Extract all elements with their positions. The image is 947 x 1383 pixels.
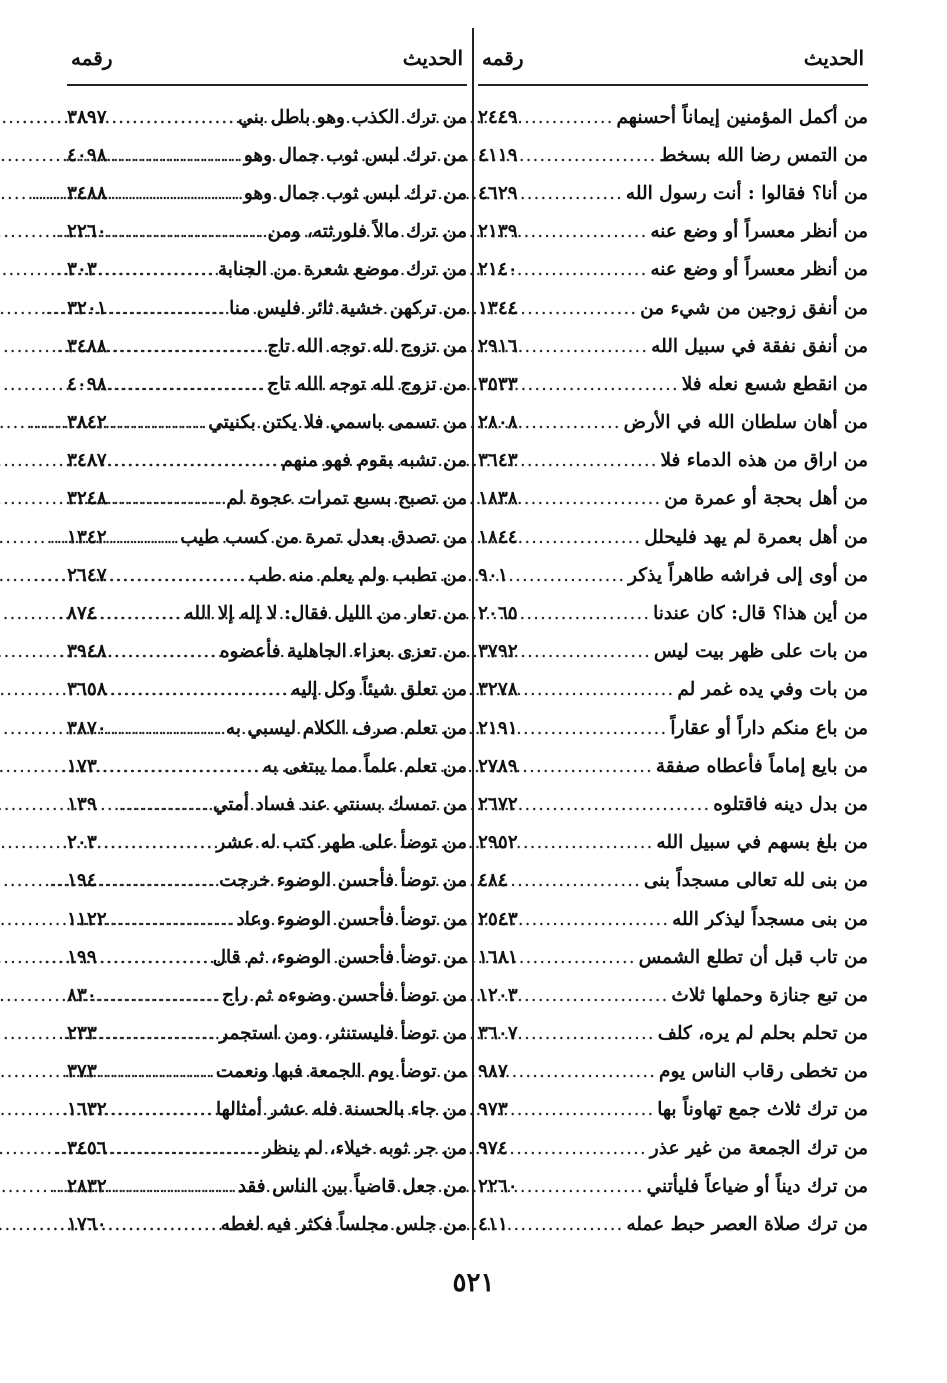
number-header: رقمه [71, 46, 113, 70]
hadith-text: من تحلم بحلم لم يره، كلف [657, 1023, 868, 1045]
leader-dots [511, 1061, 656, 1082]
leader-dots [110, 336, 265, 357]
hadith-number: ٣٨٤٢ [67, 412, 107, 434]
hadith-text: من أنفق زوجين من شيء من [640, 297, 868, 319]
hadith-number: ٢٨٠٨ [478, 412, 518, 434]
hadith-text: من ترك الكذب وهو باطل بني [238, 106, 467, 128]
leader-dots [511, 870, 641, 891]
hadith-text: من جلس مجلساً فكثر فيه لغطه [220, 1214, 467, 1236]
index-entry [67, 747, 467, 785]
hadith-number: ٣٢٠١ [67, 297, 107, 319]
leader-dots [521, 832, 654, 853]
hadith-text: من بلغ بسهم في سبيل الله [656, 832, 868, 854]
leader-dots [511, 1099, 654, 1120]
hadith-number: ٢٤٤٩ [478, 106, 518, 128]
index-entry [478, 1167, 868, 1205]
hadith-number: ٨٧٤ [67, 603, 97, 625]
leader-dots [521, 183, 623, 204]
index-entry [478, 213, 868, 251]
leader-dots [110, 527, 177, 548]
hadith-number: ٣٨٧٠ [67, 717, 107, 739]
hadith-number: ٣٤٨٨ [67, 182, 107, 204]
hadith-text: من بنى مسجداً ليذكر الله [672, 908, 868, 930]
hadith-text: من أهل بحجة أو عمرة من [664, 488, 868, 510]
leader-dots [521, 909, 669, 930]
hadith-number: ٣٧٣ [67, 1061, 97, 1083]
hadith-text: من تزوج لله توجه الله تاج [267, 335, 467, 357]
hadith-text: من التمس رضا الله بسخط [659, 144, 868, 166]
leader-dots [100, 259, 215, 280]
index-entry [67, 442, 467, 480]
hadith-text: من تطبب ولم يعلم منه طب [249, 564, 467, 586]
left-entries [67, 98, 467, 1244]
hadith-text: من ترك ثلاث جمع تهاوناً بها [657, 1099, 868, 1121]
hadith-number: ٢٩١٦ [478, 335, 518, 357]
hadith-text: من تسمى باسمي فلا يكتن بكنيتي [208, 412, 467, 434]
index-entry [478, 976, 868, 1014]
hadith-number: ٢٧٨٩ [478, 755, 518, 777]
index-entry [478, 365, 868, 403]
index-entry [478, 442, 868, 480]
leader-dots [100, 870, 216, 891]
hadith-text: من توضأ فأحسن الوضوء خرجت [219, 870, 467, 892]
leader-dots [521, 298, 637, 319]
hadith-text: من تصبح بسبع تمرات عجوة لم [226, 488, 467, 510]
hadith-number: ٩٨٧ [478, 1061, 508, 1083]
index-entry [67, 785, 467, 823]
leader-dots [110, 718, 223, 739]
index-entry [478, 1091, 868, 1129]
index-entry [67, 98, 467, 136]
leader-dots [110, 374, 265, 395]
hadith-text: من أوى إلى فراشه طاهراً يذكر [628, 564, 868, 586]
leader-dots [521, 488, 661, 509]
hadith-number: ٤٦٢٩ [478, 182, 518, 204]
hadith-text: من بات وفي يده غمر لم [677, 679, 868, 701]
leader-dots [521, 259, 648, 280]
hadith-text: من جر ثوبه خيلاء، لم ينظر [262, 1137, 467, 1159]
index-entry [478, 747, 868, 785]
index-entry [67, 556, 467, 594]
hadith-text: من جاء بالحسنة فله عشر أمثالها [215, 1099, 467, 1121]
leader-dots [110, 1214, 218, 1235]
hadith-number: ٣٠٣ [67, 259, 97, 281]
index-entry [67, 1129, 467, 1167]
hadith-header: الحديث [803, 46, 864, 70]
index-entry [478, 785, 868, 823]
hadith-number: ١٦٨١ [478, 946, 518, 968]
hadith-number: ٣٤٨٨ [67, 335, 107, 357]
hadith-number: ٢٦٤٧ [67, 564, 107, 586]
right-column [478, 32, 868, 1244]
hadith-text: من بنى لله تعالى مسجداً بنى [643, 870, 868, 892]
index-entry [67, 976, 467, 1014]
hadith-header: الحديث [402, 46, 463, 70]
leader-dots [521, 679, 675, 700]
hadith-number: ٣٧٩٢ [478, 641, 518, 663]
hadith-text: من تعلم علماً مما يبتغى به [262, 755, 467, 777]
page-number: ٥٢١ [452, 1268, 495, 1298]
index-entry [478, 1015, 868, 1053]
index-entry [67, 1205, 467, 1243]
index-entry [67, 404, 467, 442]
right-entries [478, 98, 868, 1244]
hadith-number: ٢٢٦٠ [478, 1175, 518, 1197]
hadith-number: ٣٤٥٦ [67, 1137, 107, 1159]
hadith-number: ٤١١٩ [478, 144, 518, 166]
leader-dots [521, 603, 650, 624]
hadith-number: ٣٩٤٨ [67, 641, 107, 663]
column-divider [472, 28, 474, 1240]
hadith-text: من ترك لبس ثوب جمال وهو [243, 182, 467, 204]
hadith-number: ٣٤٨٧ [67, 450, 107, 472]
leader-dots [100, 603, 182, 624]
index-entry [67, 671, 467, 709]
leader-dots [521, 221, 648, 242]
leader-dots [110, 488, 223, 509]
index-entry [67, 174, 467, 212]
leader-dots [110, 450, 279, 471]
leader-dots [100, 794, 210, 815]
index-entry [67, 900, 467, 938]
hadith-text: من بايع إماماً فأعطاه صفقة [655, 755, 868, 777]
index-entry [478, 174, 868, 212]
hadith-number: ٣٥٣٣ [478, 373, 518, 395]
hadith-text: من اراق من هذه الدماء فلا [660, 450, 868, 472]
index-entry [478, 824, 868, 862]
leader-dots [521, 1023, 655, 1044]
hadith-number: ١٢٠٣ [478, 984, 518, 1006]
leader-dots [521, 527, 642, 548]
index-entry [67, 1167, 467, 1205]
hadith-number: ١١٢٢ [67, 908, 107, 930]
index-entry [67, 1091, 467, 1129]
hadith-number: ١٣٤٢ [67, 526, 107, 548]
leader-dots [110, 1099, 213, 1120]
hadith-text: من توضأ فأحسن وضوءه ثم راح [222, 984, 467, 1006]
hadith-text: من توضأ فأحسن الوضوء وعاد [236, 908, 467, 930]
hadith-text: من أنظر معسراً أو وضع عنه [650, 259, 868, 281]
hadith-number: ٨٣٠ [67, 984, 97, 1006]
hadith-text: من أنظر معسراً أو وضع عنه [650, 221, 868, 243]
index-entry [67, 136, 467, 174]
index-entry [478, 327, 868, 365]
hadith-text: من تزوج لله توجه الله تاج [267, 373, 467, 395]
hadith-number: ١٧٦٠ [67, 1214, 107, 1236]
hadith-number: ٢٦٧٢ [478, 793, 518, 815]
leader-dots [511, 1214, 624, 1235]
index-entry [478, 251, 868, 289]
hadith-number: ١٩٤ [67, 870, 97, 892]
leader-dots [511, 1138, 647, 1159]
hadith-number: ٣٨٩٧ [67, 106, 107, 128]
hadith-number: ١٣٤٤ [478, 297, 518, 319]
hadith-text: من ترك موضع شعرة من الجنابة [217, 259, 467, 281]
hadith-number: ٢٩٥٢ [478, 832, 518, 854]
hadith-text: من ترك ديناً أو ضياعاً فليأتني [646, 1175, 868, 1197]
leader-dots [110, 107, 235, 128]
leader-dots [521, 985, 669, 1006]
leader-dots [110, 145, 241, 166]
hadith-text: من توضأ يوم الجمعة فبها ونعمت [215, 1061, 467, 1083]
leader-dots [511, 565, 625, 586]
hadith-text: من تعلق شيئاً وكل إليه [291, 679, 467, 701]
leader-dots [521, 794, 710, 815]
index-entry [478, 709, 868, 747]
hadith-number: ٣٢٧٨ [478, 679, 518, 701]
index-entry [478, 1129, 868, 1167]
leader-dots [110, 221, 265, 242]
hadith-text: من ترك مالاً فلورثته، ومن [267, 221, 467, 243]
hadith-text: من تمسك بسنتي عند فساد أمتي [213, 793, 467, 815]
hadith-text: من أين هذا؟ قال: كان عندنا [653, 603, 868, 625]
leader-dots [100, 985, 219, 1006]
hadith-text: من تخطى رقاب الناس يوم [658, 1061, 868, 1083]
hadith-number: ٩٧٤ [478, 1137, 508, 1159]
hadith-number: ٤٠٩٨ [67, 144, 107, 166]
hadith-number: ٣٦٥٨ [67, 679, 107, 701]
index-entry [67, 862, 467, 900]
leader-dots [521, 107, 614, 128]
hadith-text: من انقطع شسع نعله فلا [681, 373, 868, 395]
index-entry [67, 518, 467, 556]
leader-dots [521, 145, 657, 166]
hadith-text: من بات على ظهر بيت ليس [653, 641, 868, 663]
hadith-number: ٤١١ [478, 1214, 508, 1236]
index-entry [67, 633, 467, 671]
hadith-number: ١٦٣٢ [67, 1099, 107, 1121]
leader-dots [110, 641, 217, 662]
index-entry [478, 1205, 868, 1243]
leader-dots [521, 374, 679, 395]
leader-dots [100, 1023, 216, 1044]
hadith-text: من بدل دينه فاقتلوه [713, 793, 868, 815]
index-entry [67, 365, 467, 403]
index-entry [478, 404, 868, 442]
index-entry [478, 594, 868, 632]
hadith-text: من باع منكم داراً أو عقاراً [670, 717, 868, 739]
hadith-text: من أهل بعمرة لم يهد فليحلل [644, 526, 868, 548]
hadith-text: من تشبه بقوم فهو منهم [281, 450, 467, 472]
hadith-number: ٤٨٤ [478, 870, 508, 892]
leader-dots [110, 565, 246, 586]
leader-dots [521, 756, 653, 777]
index-entry [67, 213, 467, 251]
leader-dots [100, 947, 210, 968]
index-entry [67, 709, 467, 747]
index-entry [478, 289, 868, 327]
index-entry [67, 938, 467, 976]
leader-dots [110, 298, 226, 319]
hadith-text: من توضأ على طهر كتب له عشر [216, 832, 467, 854]
index-entry [67, 824, 467, 862]
leader-dots [521, 450, 658, 471]
leader-dots [110, 1138, 260, 1159]
index-entry [67, 289, 467, 327]
hadith-text: من ترك لبس ثوب جمال وهو [243, 144, 467, 166]
hadith-text: من جعل قاضياً بين الناس فقد [237, 1175, 467, 1197]
hadith-number: ٩٠١ [478, 564, 508, 586]
index-entry [478, 1053, 868, 1091]
index-entry [478, 556, 868, 594]
hadith-text: من تركهن خشية ثائر فليس منا [229, 297, 467, 319]
hadith-number: ٣٢٤٨ [67, 488, 107, 510]
hadith-number: ١٣٩ [67, 793, 97, 815]
index-entry [478, 671, 868, 709]
leader-dots [100, 1061, 213, 1082]
hadith-text: من تعزى بعزاء الجاهلية فأعضوه [219, 641, 467, 663]
right-column-header [478, 32, 868, 86]
leader-dots [110, 909, 234, 930]
leader-dots [521, 641, 651, 662]
index-entry [478, 862, 868, 900]
hadith-text: من تعار من الليل فقال: لا إله إلا الله [184, 603, 467, 625]
hadith-text: من ترك صلاة العصر حبط عمله [626, 1214, 868, 1236]
leader-dots [521, 947, 636, 968]
leader-dots [521, 412, 621, 433]
hadith-number: ٢١٩١ [478, 717, 518, 739]
index-entry [478, 136, 868, 174]
hadith-number: ١٨٣٨ [478, 488, 518, 510]
hadith-number: ٢٠٣ [67, 832, 97, 854]
index-entry [67, 1053, 467, 1091]
hadith-number: ٢٣٣ [67, 1023, 97, 1045]
index-entry [478, 480, 868, 518]
hadith-text: من تصدق بعدل تمرة من كسب طيب [180, 526, 467, 548]
leader-dots [110, 679, 289, 700]
hadith-text: من توضأ فليستنثر، ومن استجمر [219, 1023, 467, 1045]
hadith-number: ٢٥٤٣ [478, 908, 518, 930]
hadith-text: من أنفق نفقة في سبيل الله [651, 335, 868, 357]
hadith-number: ٢٠٦٥ [478, 603, 518, 625]
hadith-text: من أكمل المؤمنين إيماناً أحسنهم [616, 106, 868, 128]
hadith-number: ٢٨٣٢ [67, 1175, 107, 1197]
index-entry [478, 938, 868, 976]
left-column [67, 32, 467, 1244]
hadith-number: ٣٦٤٣ [478, 450, 518, 472]
left-column-header [67, 32, 467, 86]
hadith-number: ٩٧٣ [478, 1099, 508, 1121]
index-entry [478, 900, 868, 938]
leader-dots [110, 412, 205, 433]
hadith-text: من تبع جنازة وحملها ثلاث [671, 984, 868, 1006]
hadith-number: ٢٢٦٠ [67, 221, 107, 243]
hadith-number: ١٨٤٤ [478, 526, 518, 548]
index-entry [67, 480, 467, 518]
hadith-number: ٣٦٠٧ [478, 1023, 518, 1045]
leader-dots [521, 1176, 644, 1197]
leader-dots [521, 336, 648, 357]
index-entry [67, 327, 467, 365]
hadith-number: ١٩٩ [67, 946, 97, 968]
leader-dots [521, 718, 668, 739]
hadith-text: من ترك الجمعة من غير عذر [649, 1137, 868, 1159]
index-entry [67, 594, 467, 632]
leader-dots [110, 1176, 235, 1197]
hadith-number: ٢١٤٠ [478, 259, 518, 281]
hadith-text: من أنا؟ فقالوا : أنت رسول الله [625, 182, 868, 204]
hadith-number: ٤٠٩٨ [67, 373, 107, 395]
number-header: رقمه [482, 46, 524, 70]
index-entry [478, 633, 868, 671]
hadith-text: من أهان سلطان الله في الأرض [623, 412, 868, 434]
index-entry [67, 1015, 467, 1053]
leader-dots [100, 756, 260, 777]
leader-dots [110, 183, 241, 204]
index-entry [478, 518, 868, 556]
hadith-text: من تعلم صرف الكلام ليسبي به [225, 717, 467, 739]
index-entry [478, 98, 868, 136]
leader-dots [100, 832, 214, 853]
hadith-number: ١٧٣ [67, 755, 97, 777]
hadith-text: من تاب قبل أن تطلع الشمس [638, 946, 868, 968]
hadith-text: من توضأ فأحسن الوضوء، ثم قال [212, 946, 467, 968]
hadith-number: ٢١٣٩ [478, 221, 518, 243]
index-entry [67, 251, 467, 289]
